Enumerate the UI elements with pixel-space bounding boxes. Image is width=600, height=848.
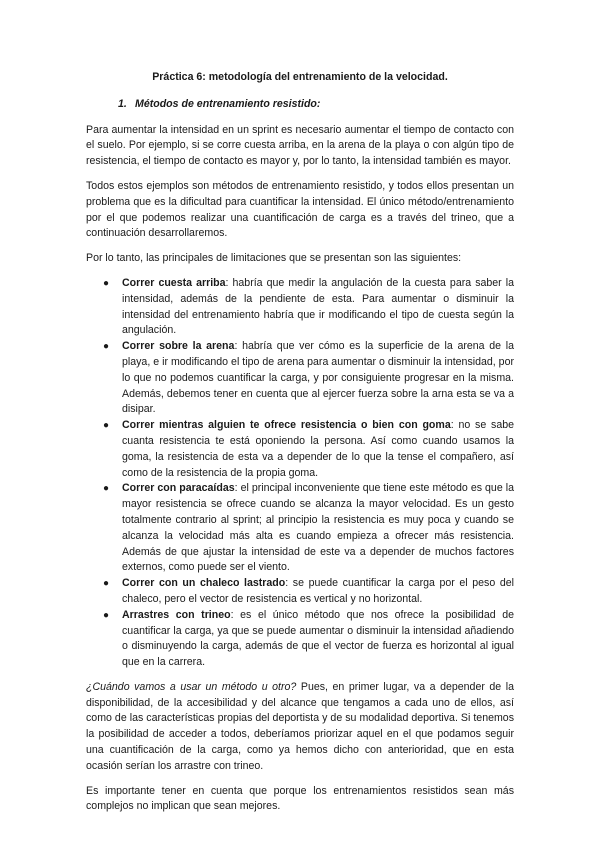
section-number: 1. [118, 97, 127, 110]
list-item [86, 481, 514, 576]
list-item-lead: Correr sobre la arena [122, 340, 235, 353]
bullet-icon: ● [103, 277, 110, 289]
list-item [86, 418, 514, 481]
document-title: Práctica 6: metodología del entrenamiento de la velocidad. [152, 71, 448, 83]
list-item-lead: Correr mientras alguien te ofrece resistencia o bien con goma [122, 419, 451, 432]
bullet-icon: ● [103, 609, 110, 621]
bullet-icon: ● [103, 420, 110, 432]
section-heading-text: Métodos de entrenamiento resistido: [135, 97, 321, 110]
list-item-text: : el principal inconveniente que tiene este método es que la mayor resistencia se ofrece cuando se alcanza la mayor velocidad. Es un gesto totalmente contrario al sprint; al principio la resistencia es muy poca y cuando se alcanza la velocidad más alta es cuando empieza a ofrecer más resistencia. Además de que ajustar la intensidad de este va a depender de muchos factores externos, como puede ser el viento. [122, 482, 514, 574]
bullet-icon: ● [103, 341, 110, 353]
list-item [86, 608, 514, 671]
bullet-icon: ● [103, 578, 110, 590]
list-item-text: : habría que ver cómo es la superficie de la arena de la playa, e ir modificando el tipo de arena para aumentar o disminuir la intensidad, por lo que no podemos cuantificar la carga, y por consiguiente progresar en la misma. Además, debemos tener en cuenta que al ejercer fuerza sobre la arna esta se va a disipar. [122, 340, 514, 416]
list-item-text: : es el único método que nos ofrece la posibilidad de cuantificar la carga, ya que se puede aumentar o disminuir la intensidad añadiendo o disminuyendo la carga, además de que el vector de fuerza es horizontal al igual que en la carrera. [122, 608, 514, 669]
list-item [86, 339, 514, 418]
list-item-lead: Correr con un chaleco lastrado [122, 577, 286, 590]
paragraph-question [86, 680, 514, 775]
section-heading [118, 97, 514, 113]
paragraph-examples: Todos estos ejemplos son métodos de entrenamiento resistido, y todos ellos presentan un problema que es la dificultad para cuantificar la intensidad. El único método/entrenamiento por el que podemos realizar una cuantificación de carga es a través del trineo, que a continuación desarrollaremos. [86, 179, 514, 240]
list-item [86, 576, 514, 608]
list-item [86, 276, 514, 339]
question-answer: Pues, en primer lugar, va a depender de la disponibilidad, de la accesibilidad y del alcance que tengamos a cada uno de ellos, así como de las características propias del deportista y de su modalidad deportiva. Si tenemos la posibilidad de acceder a todos, deberíamos priorizar aquel en el que podamos seguir una cuantificación de la carga, como ya hemos dicho con anterioridad, que en esta ocasión serían los arrastre con trineo. [86, 680, 514, 772]
list-item-lead: Arrastres con trineo [122, 608, 231, 621]
paragraph-closing: Es importante tener en cuenta que porque los entrenamientos resistidos sean más complejos no implican que sean mejores. [86, 784, 514, 813]
bullet-icon: ● [103, 483, 110, 495]
list-item-lead: Correr cuesta arriba [122, 276, 226, 289]
paragraph-limitations-intro: Por lo tanto, las principales de limitaciones que se presentan son las siguientes: [86, 252, 462, 265]
list-item-lead: Correr con paracaídas [122, 482, 235, 495]
paragraph-intro: Para aumentar la intensidad en un sprint es necesario aumentar el tiempo de contacto con el suelo. Por ejemplo, si se corre cuesta arriba, en la arena de la playa o con algún tipo de resistencia, el tiempo de contacto es mayor y, por lo tanto, la intensidad también es mayor. [86, 123, 514, 168]
list-item-text: : se puede cuantificar la carga por el peso del chaleco, pero el vector de resistencia es vertical y no horizontal. [122, 577, 514, 605]
list-item-text: : habría que medir la angulación de la cuesta para saber la intensidad, además de la pendiente de esta. Para aumentar o disminuir la intensidad del entrenamiento habría que ir modificando el tipo de cuesta según la angulación. [122, 276, 515, 337]
limitations-list [86, 276, 514, 671]
list-item-text: : no se sabe cuanta resistencia te está oponiendo la persona. Así como cuando usamos la goma, la resistencia de esta va a depender de lo que la tense el compañero, así como de la resistencia de la propia goma. [122, 419, 514, 479]
question-text: ¿Cuándo vamos a usar un método u otro? [86, 680, 297, 693]
